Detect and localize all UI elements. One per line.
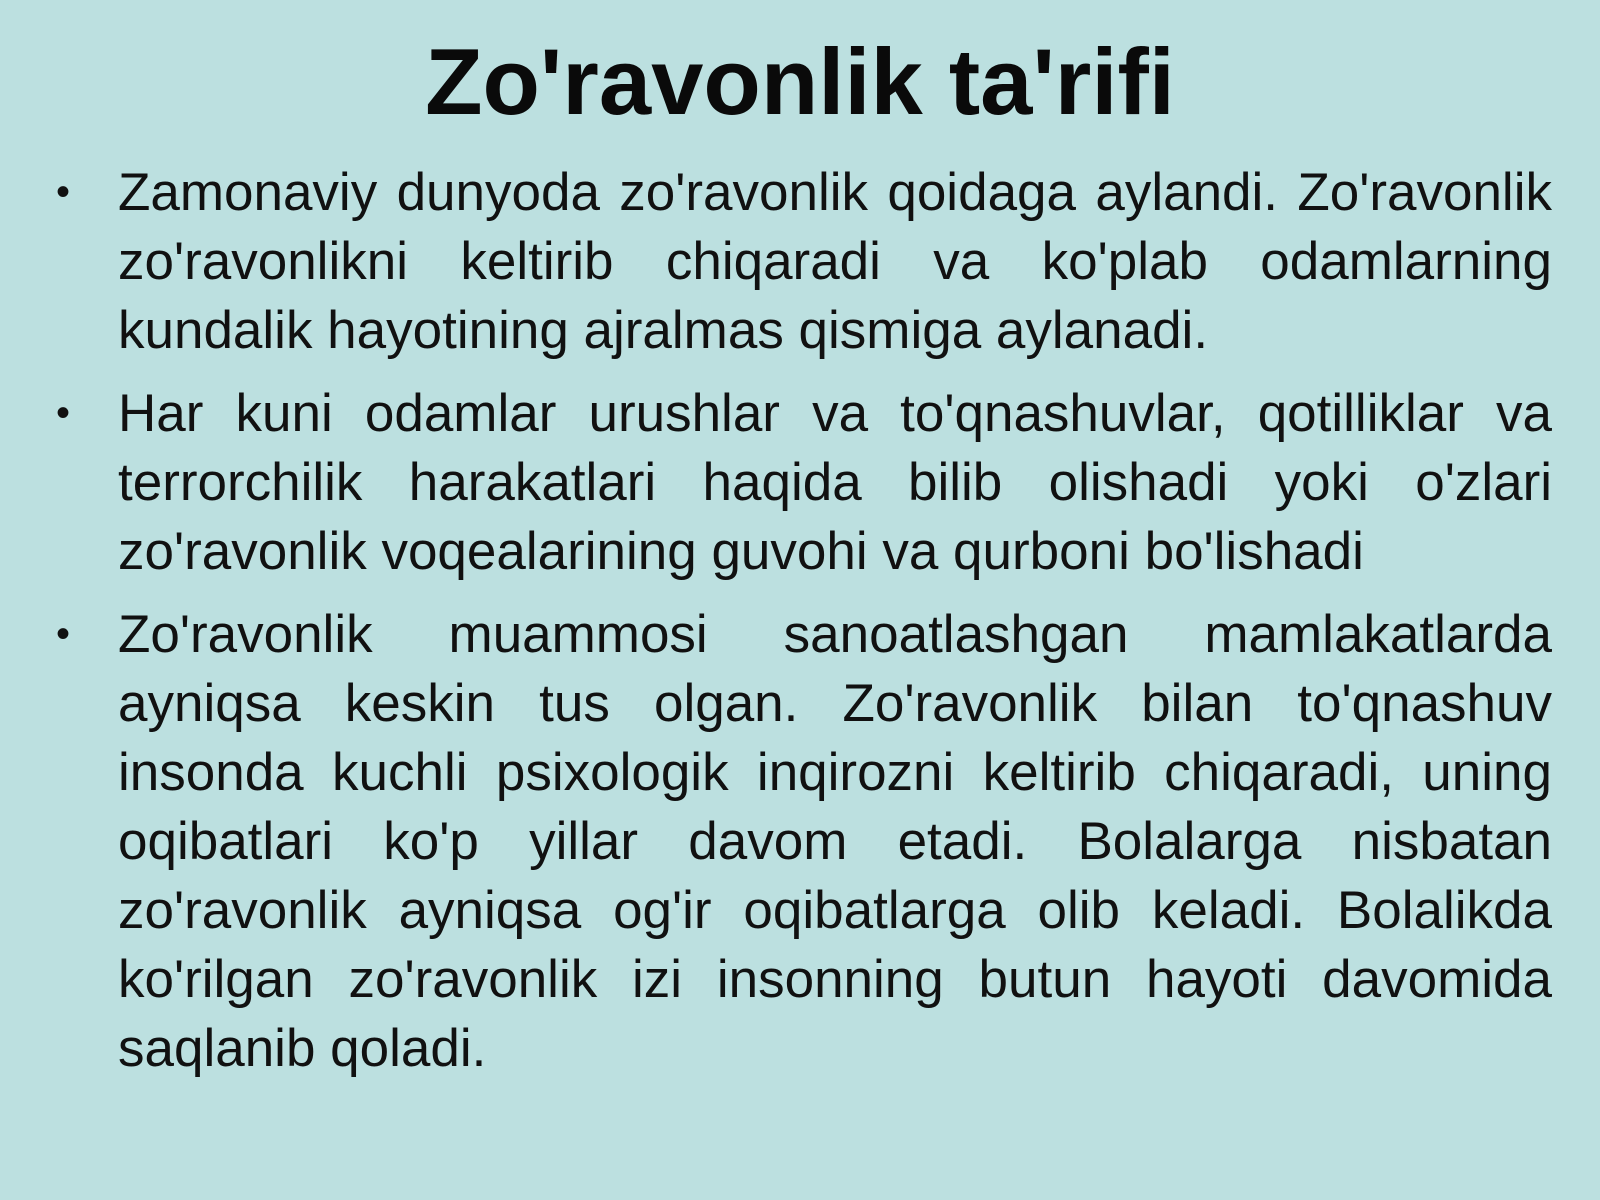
bullet-text: Zamonaviy dunyoda zo'ravonlik qoidaga aylandi. Zo'ravonlik zo'ravonlikni keltirib chiqaradi va ko'plab odamlarning kundalik hayotining ajralmas qismiga aylanadi. [118, 163, 1552, 360]
bullet-item [56, 600, 1552, 1083]
bullet-dot-icon: • [56, 612, 71, 656]
slide-title: Zo'ravonlik ta'rifi [425, 29, 1175, 134]
bullet-item [56, 158, 1552, 365]
bullet-dot-icon: • [56, 170, 71, 214]
bullet-text: Har kuni odamlar urushlar va to'qnashuvlar, qotilliklar va terrorchilik harakatlari haqida bilib olishadi yoki o'zlari zo'ravonlik voqealarining guvohi va qurboni bo'lishadi [118, 384, 1552, 581]
bullet-dot-icon: • [56, 391, 71, 435]
bullet-list [56, 158, 1552, 1097]
bullet-text: Zo'ravonlik muammosi sanoatlashgan mamlakatlarda ayniqsa keskin tus olgan. Zo'ravonlik bilan to'qnashuv insonda kuchli psixologik inqirozni keltirib chiqaradi, uning oqibatlari ko'p yillar davom etadi. Bolalarga nisbatan zo'ravonlik ayniqsa og'ir oqibatlarga olib keladi. Bolalikda ko'rilgan zo'ravonlik izi insonning butun hayoti davomida saqlanib qoladi. [118, 605, 1552, 1078]
bullet-item [56, 379, 1552, 586]
